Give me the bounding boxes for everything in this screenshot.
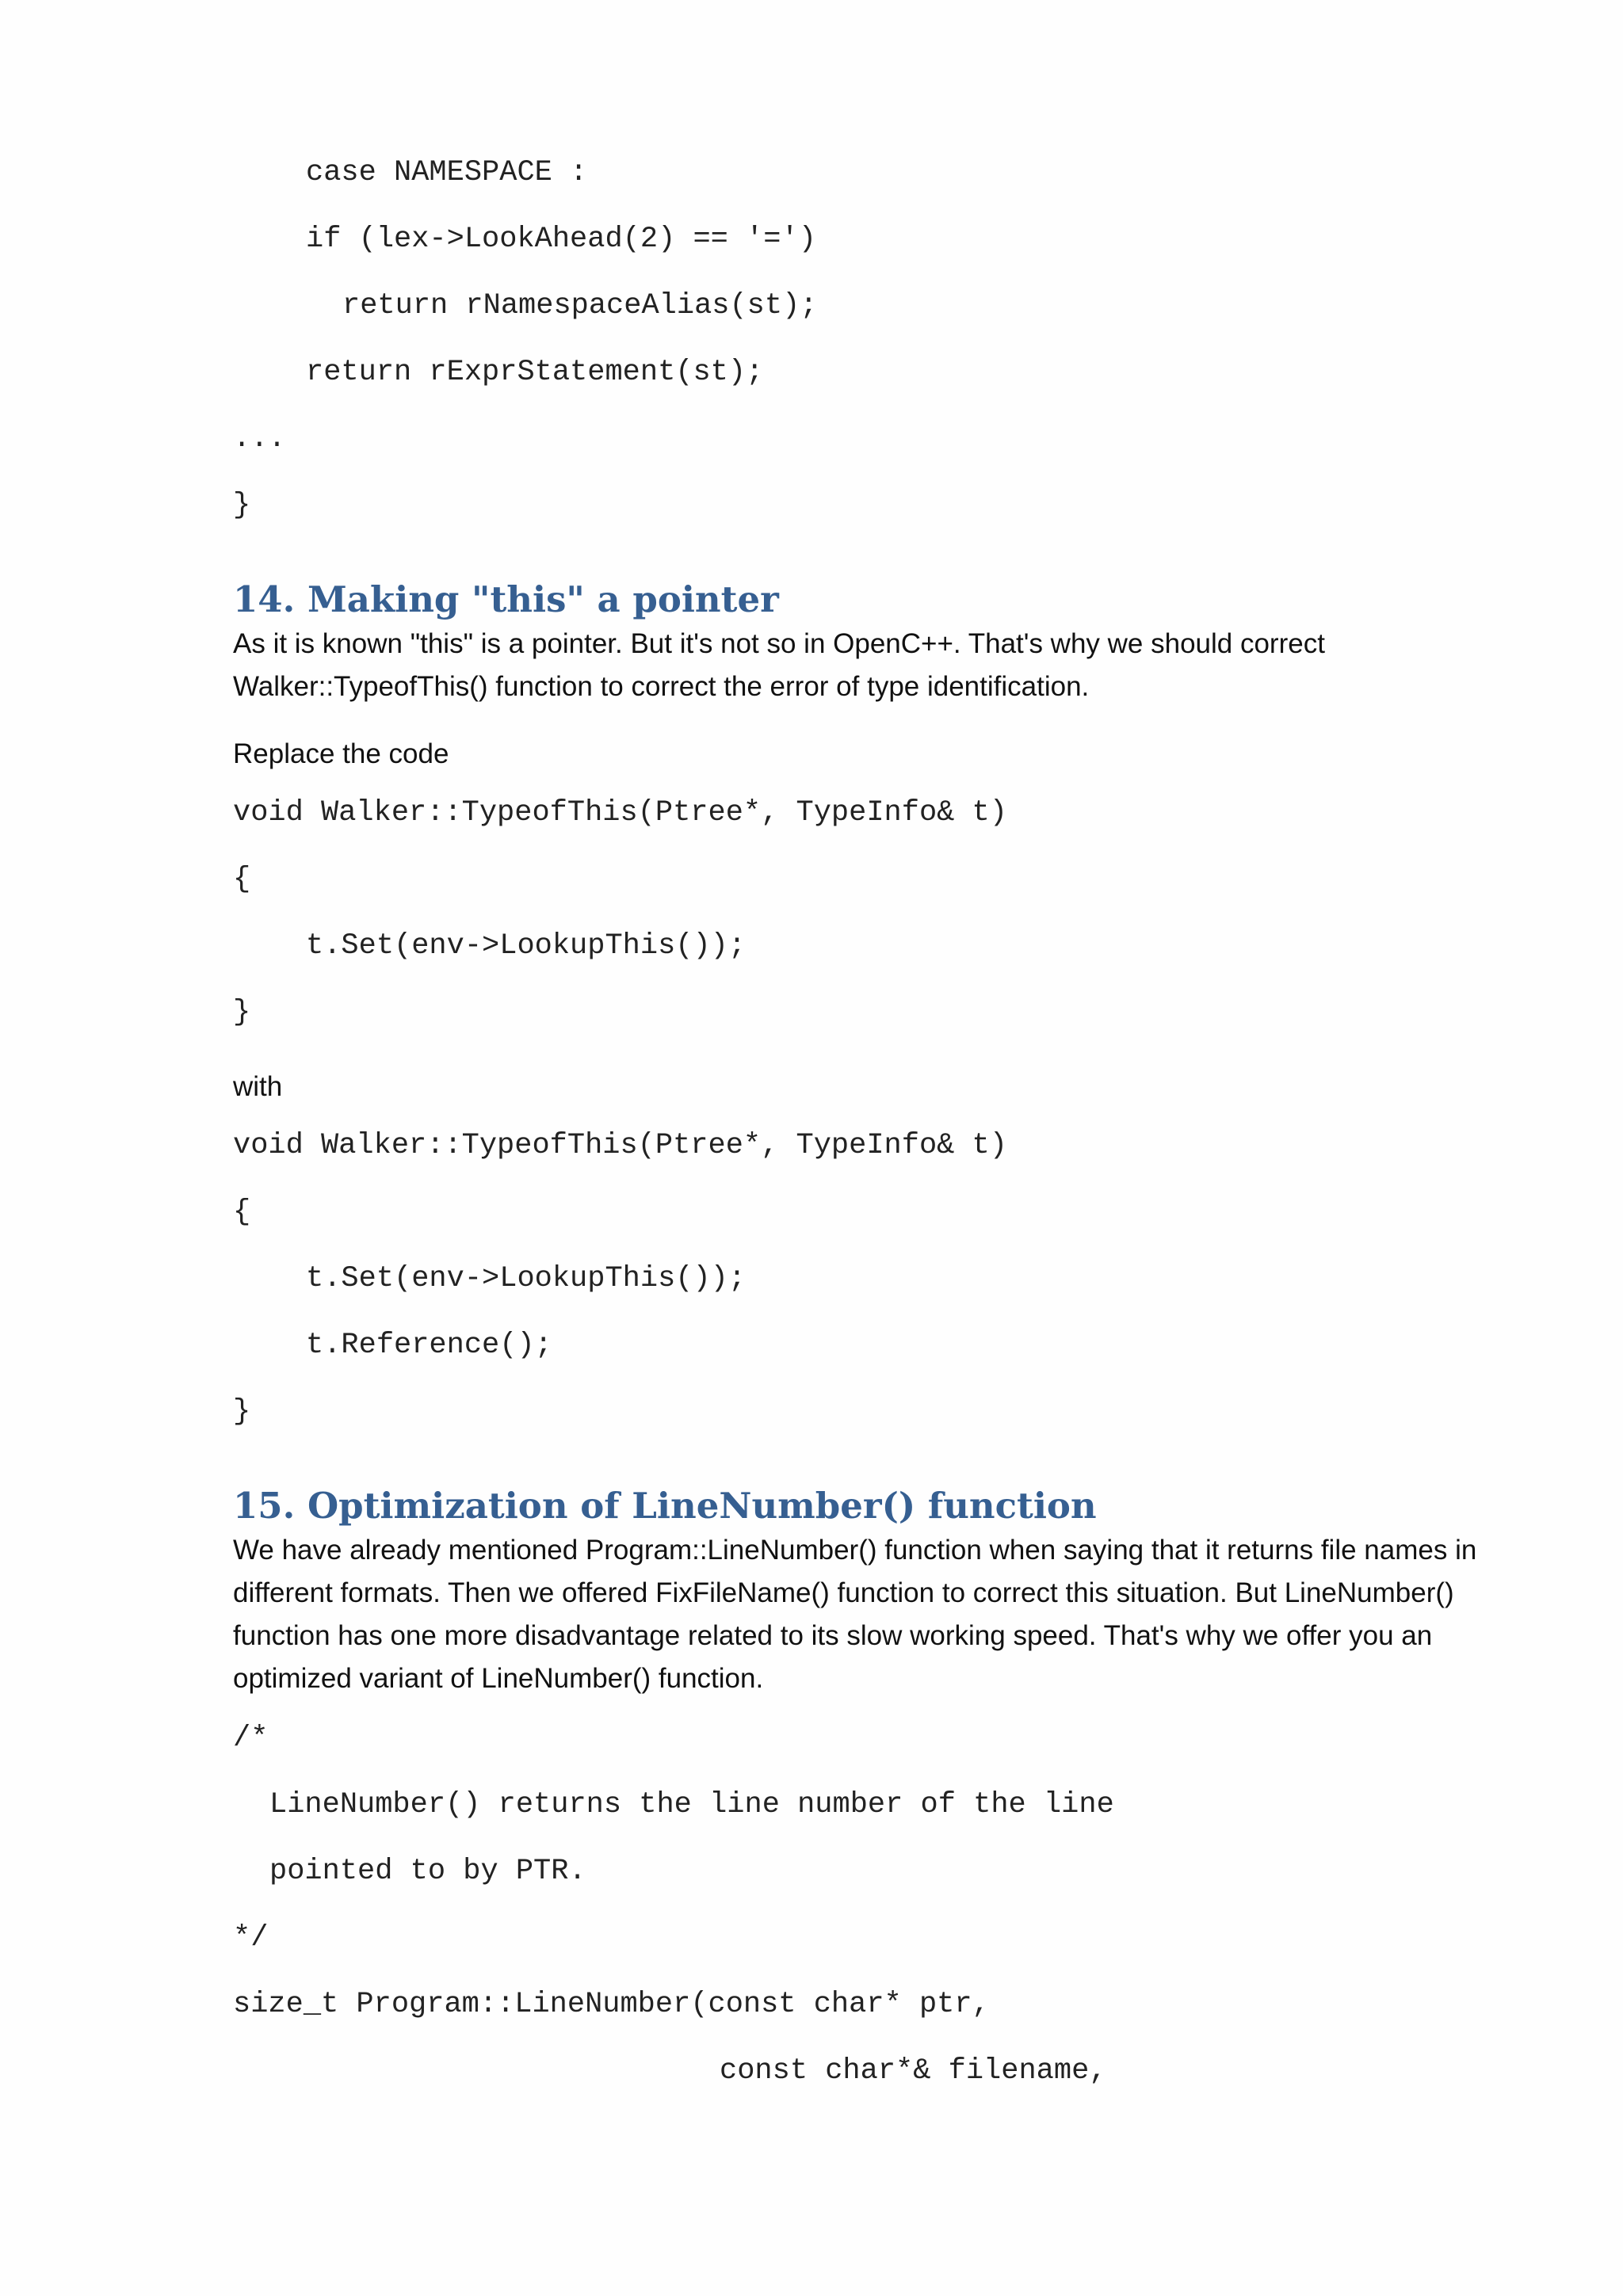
- code-line: t.Set(env->LookupThis());: [306, 1262, 747, 1295]
- code-line: void Walker::TypeofThis(Ptree*, TypeInfo& t): [233, 1129, 1007, 1162]
- code-block-linenumber: [233, 1713, 1501, 2112]
- code-line: */: [233, 1921, 269, 1955]
- section-intro: As it is known "this" is a pointer. But it's not so in OpenC++. That's why we should correct Walker::TypeofThis() function to correct the error of type identification.: [233, 628, 1325, 702]
- code-line: return rNamespaceAlias(st);: [342, 289, 818, 322]
- section-15: [233, 1483, 1501, 2112]
- code-line: }: [233, 996, 251, 1029]
- code-line: return rExprStatement(st);: [306, 356, 764, 389]
- section-14: [233, 577, 1501, 1453]
- code-block-after: [233, 1120, 1501, 1453]
- code-line: {: [233, 863, 251, 896]
- code-line: }: [233, 1395, 251, 1428]
- with-label: with: [233, 1071, 283, 1102]
- replace-label: Replace the code: [233, 738, 449, 769]
- code-line: ...: [233, 422, 286, 456]
- code-line: const char*& filename,: [720, 2054, 1107, 2088]
- code-line: {: [233, 1196, 251, 1229]
- code-line: pointed to by PTR.: [269, 1855, 586, 1888]
- code-line: t.Reference();: [306, 1329, 552, 1362]
- code-block-before: [233, 788, 1501, 1054]
- section-heading: 14. Making "this" a pointer: [233, 578, 779, 620]
- code-line: /*: [233, 1722, 269, 1755]
- code-line: t.Set(env->LookupThis());: [306, 929, 747, 963]
- section-heading: 15. Optimization of LineNumber() function: [233, 1485, 1097, 1527]
- code-block-top: [233, 147, 1501, 547]
- code-line: LineNumber() returns the line number of the line: [269, 1788, 1114, 1821]
- section-intro: We have already mentioned Program::LineNumber() function when saying that it returns file names in different formats. Then we offered FixFileName() function to correct this situation. But LineNumber() function has one more disadvantage related to its slow working speed. That's why we offer you an optimized variant of LineNumber() function.: [233, 1535, 1477, 1694]
- code-line: size_t Program::LineNumber(const char* ptr,: [233, 1988, 990, 2021]
- document-content: [233, 147, 1501, 2112]
- code-line: if (lex->LookAhead(2) == '='): [306, 223, 816, 256]
- code-line: case NAMESPACE :: [306, 156, 588, 189]
- code-line: void Walker::TypeofThis(Ptree*, TypeInfo& t): [233, 796, 1007, 830]
- code-line: }: [233, 489, 251, 522]
